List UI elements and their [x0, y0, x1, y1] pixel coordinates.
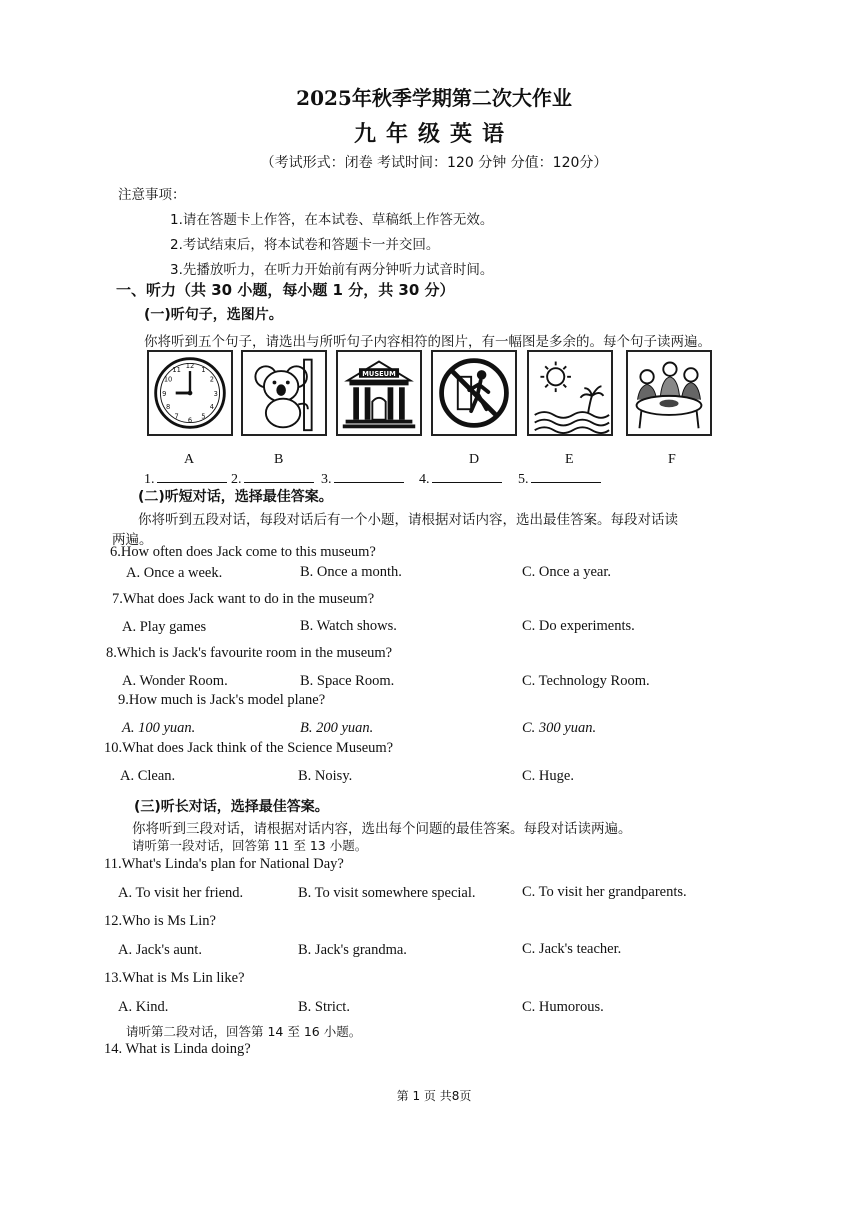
answer-blank[interactable]: [419, 468, 502, 488]
blank-line: [531, 468, 601, 483]
svg-text:12: 12: [185, 362, 195, 371]
answer-blank[interactable]: [518, 468, 601, 488]
picture-e: [527, 350, 613, 436]
notes-heading: 注意事项：: [118, 187, 186, 203]
dialogue-2-note: 请听第二段对话，回答第 14 至 16 小题。: [126, 1024, 362, 1039]
koala-icon: [243, 352, 325, 434]
page-footer: 第 1 页 共8页: [396, 1089, 472, 1103]
subject-title: 九年级英语: [353, 121, 514, 147]
picture-label: B: [274, 452, 284, 467]
no-entry-icon: [433, 352, 515, 434]
svg-text:11: 11: [172, 366, 181, 375]
option-c[interactable]: C. Jack's teacher.: [522, 941, 622, 957]
museum-icon: [338, 352, 420, 434]
option-c[interactable]: C. 300 yuan.: [522, 720, 597, 736]
picture-label: A: [184, 452, 195, 467]
option-a[interactable]: A. Once a week.: [126, 565, 223, 581]
blank-line: [244, 468, 314, 483]
picture-b: [241, 350, 327, 436]
picture-f: [626, 350, 712, 436]
clock-icon: [149, 352, 231, 434]
part3-instruction: 你将听到三段对话，请根据对话内容，选出每个问题的最佳答案。每段对话读两遍。: [132, 821, 632, 837]
svg-text:7: 7: [174, 412, 179, 421]
option-c[interactable]: C. Humorous.: [522, 999, 604, 1015]
note-item: 3.先播放听力，在听力开始前有两分钟听力试音时间。: [170, 262, 494, 278]
question-12: 12.Who is Ms Lin?: [104, 913, 216, 929]
option-a[interactable]: A. Play games: [122, 619, 207, 635]
question-11: 11.What's Linda's plan for National Day?: [104, 856, 344, 872]
family-dinner-icon: [628, 352, 710, 434]
blank-line: [432, 468, 502, 483]
note-item: 2.考试结束后，将本试卷和答题卡一并交回。: [170, 237, 440, 253]
svg-text:2: 2: [209, 375, 215, 384]
option-c[interactable]: C. Huge.: [522, 768, 574, 784]
option-b[interactable]: B. 200 yuan.: [300, 720, 374, 736]
museum-sign-text: MUSEUM: [362, 369, 396, 378]
question-14: 14. What is Linda doing?: [104, 1041, 251, 1057]
question-8: 8.Which is Jack's favourite room in the museum?: [106, 645, 393, 661]
answer-blank[interactable]: [321, 468, 404, 488]
question-7: 7.What does Jack want to do in the museum?: [112, 591, 375, 607]
option-b[interactable]: B. Once a month.: [300, 564, 402, 580]
option-b[interactable]: B. Space Room.: [300, 673, 395, 689]
part3-title: (三)听长对话，选择最佳答案。: [134, 799, 329, 815]
svg-text:1: 1: [201, 366, 206, 375]
option-a[interactable]: A. Jack's aunt.: [118, 942, 202, 958]
question-13: 13.What is Ms Lin like?: [104, 970, 245, 986]
option-a[interactable]: A. Kind.: [118, 999, 169, 1015]
option-c[interactable]: C. Once a year.: [522, 564, 611, 580]
option-b[interactable]: B. To visit somewhere special.: [298, 885, 476, 901]
blank-number: 2.: [231, 472, 242, 487]
option-a[interactable]: A. Clean.: [120, 768, 176, 784]
option-a[interactable]: A. To visit her friend.: [118, 885, 244, 901]
svg-text:6: 6: [187, 416, 193, 425]
option-c[interactable]: C. Do experiments.: [522, 618, 635, 634]
picture-label: F: [668, 452, 676, 467]
svg-text:10: 10: [163, 375, 173, 384]
part2-instruction: 你将听到五段对话，每段对话后有一个小题，请根据对话内容，选出最佳答案。每段对话读: [138, 512, 678, 528]
picture-label: D: [469, 452, 480, 467]
option-a[interactable]: A. Wonder Room.: [122, 673, 228, 689]
picture-d: [431, 350, 517, 436]
sun-beach-icon: [529, 352, 611, 434]
dialogue-1-note: 请听第一段对话，回答第 11 至 13 小题。: [132, 838, 368, 853]
picture-a: [147, 350, 233, 436]
svg-text:9: 9: [162, 389, 167, 398]
blank-number: 5.: [518, 472, 529, 487]
exam-info: （考试形式：闭卷 考试时间：120 分钟 分值：120分）: [260, 155, 608, 171]
part2-instruction-cont: 两遍。: [112, 532, 153, 548]
svg-text:5: 5: [201, 412, 206, 421]
part1-instruction: 你将听到五个句子，请选出与所听句子内容相符的图片，有一幅图是多余的。每个句子读两遍。: [144, 334, 711, 350]
part2-title: (二)听短对话，选择最佳答案。: [138, 489, 333, 505]
option-c[interactable]: C. Technology Room.: [522, 673, 650, 689]
option-b[interactable]: B. Strict.: [298, 999, 350, 1015]
note-item: 1.请在答题卡上作答，在本试卷、草稿纸上作答无效。: [170, 212, 494, 228]
answer-blank[interactable]: [144, 468, 227, 488]
svg-text:4: 4: [209, 403, 215, 412]
picture-c: [336, 350, 422, 436]
section-listening-title: 一、听力（共 30 小题，每小题 1 分，共 30 分）: [116, 281, 455, 299]
exam-title: 2025年秋季学期第二次大作业: [296, 86, 572, 110]
option-b[interactable]: B. Watch shows.: [300, 618, 397, 634]
question-10: 10.What does Jack think of the Science Museum?: [104, 740, 394, 756]
part1-title: (一)听句子，选图片。: [144, 307, 283, 323]
option-b[interactable]: B. Noisy.: [298, 768, 353, 784]
blank-line: [157, 468, 227, 483]
svg-text:3: 3: [213, 389, 218, 398]
blank-number: 1.: [144, 472, 155, 487]
picture-label: E: [565, 452, 574, 467]
question-6: 6.How often does Jack come to this museum?: [110, 544, 376, 560]
blank-number: 4.: [419, 472, 430, 487]
option-c[interactable]: C. To visit her grandparents.: [522, 884, 687, 900]
svg-text:8: 8: [165, 403, 171, 412]
answer-blank[interactable]: [231, 468, 314, 488]
blank-line: [334, 468, 404, 483]
blank-number: 3.: [321, 472, 332, 487]
option-b[interactable]: B. Jack's grandma.: [298, 942, 407, 958]
option-a[interactable]: A. 100 yuan.: [122, 720, 196, 736]
question-9: 9.How much is Jack's model plane?: [118, 692, 326, 708]
